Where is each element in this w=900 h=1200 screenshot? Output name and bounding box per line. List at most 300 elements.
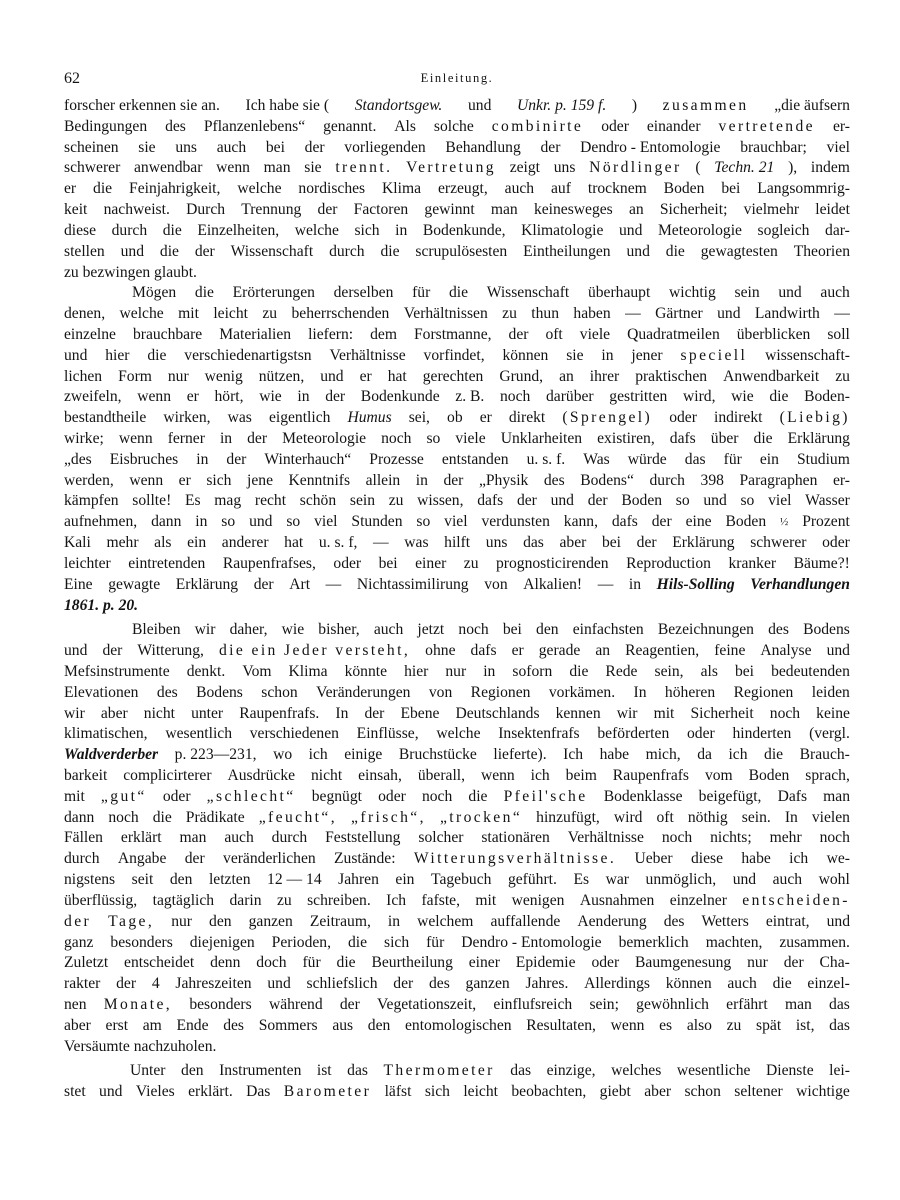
word: sprach, — [805, 767, 850, 784]
word: gewagte — [108, 575, 161, 593]
word: als — [154, 534, 172, 552]
word: Bedingungen — [64, 117, 148, 135]
text-line — [64, 891, 850, 912]
word: Ausdrücke — [227, 767, 296, 784]
word: kennen — [555, 704, 601, 722]
text-line — [64, 533, 850, 554]
word: mit — [653, 704, 675, 722]
word: hat — [284, 534, 304, 552]
word: ist, — [795, 1016, 815, 1034]
word: wenigen — [511, 891, 565, 909]
word: als — [700, 662, 718, 680]
word: praktischen — [635, 367, 708, 385]
word: sein — [349, 492, 375, 510]
word: ein — [759, 450, 779, 468]
word: wissenschaft- — [765, 346, 850, 364]
word: noch — [500, 388, 531, 406]
word: Raupenfrafs. — [239, 704, 320, 722]
word: viel — [444, 513, 468, 531]
word: auch — [373, 621, 404, 639]
word: an — [559, 367, 574, 385]
word: nur — [445, 662, 467, 680]
word: Boden — [663, 180, 705, 198]
word: — — [325, 575, 342, 593]
word: erzeugt, — [437, 180, 488, 198]
word: schwerer — [64, 159, 121, 177]
word: welche — [237, 180, 282, 198]
word: einzelner — [669, 891, 727, 909]
word: auch — [216, 138, 247, 156]
word: ), — [788, 159, 798, 177]
word: dar- — [825, 221, 850, 239]
word: Eintheilungen — [523, 242, 611, 260]
word: Dafs — [777, 787, 808, 805]
word: hat — [387, 367, 407, 385]
word: und — [64, 642, 88, 660]
word: wichtige — [796, 1083, 850, 1101]
word: spät — [756, 1016, 782, 1034]
word: Wissenschaft — [230, 242, 314, 260]
word: unmöglich, — [645, 871, 717, 889]
word: wenn — [610, 1016, 645, 1034]
word: des — [428, 975, 450, 993]
word: das — [829, 1016, 850, 1034]
word: dafs — [477, 492, 504, 510]
word: der — [540, 138, 561, 156]
text-line — [64, 325, 850, 346]
word: den — [209, 912, 232, 930]
text-line — [64, 221, 850, 242]
word: ich — [728, 746, 748, 764]
word: Zustände: — [334, 850, 396, 868]
text-line — [64, 1016, 850, 1037]
word: Mögen — [132, 284, 177, 302]
word: wenn — [480, 767, 515, 784]
word: und — [249, 513, 273, 531]
word: der — [325, 388, 346, 406]
word: und — [99, 1083, 123, 1101]
word: giebt — [599, 1083, 631, 1101]
word: auch — [224, 829, 254, 847]
word: Eine — [64, 575, 93, 593]
word: schreiben. — [307, 891, 371, 909]
word: Raupenfrafs — [612, 767, 689, 784]
word: Cha- — [819, 954, 850, 972]
word: Kenntnifs — [288, 471, 351, 489]
word: Winterhauch“ — [264, 450, 352, 468]
word: sich — [424, 1083, 450, 1101]
text-line — [64, 158, 850, 179]
word: leicht — [463, 1083, 498, 1101]
word: uns — [485, 534, 508, 552]
text-line — [64, 138, 850, 159]
word: sich — [354, 221, 380, 239]
word: Ausnahmen — [579, 891, 655, 909]
word: aber — [64, 1016, 91, 1034]
word: beförderten — [597, 725, 670, 743]
word: Witterung, — [137, 642, 204, 660]
word: Humus — [347, 409, 392, 427]
word: Jahreszeiten — [175, 975, 252, 993]
word: am — [142, 1016, 162, 1034]
word: Ich — [386, 891, 407, 909]
word: zusammen — [662, 97, 749, 114]
word: begnügt — [311, 787, 362, 805]
text-line — [64, 263, 850, 284]
word: Form — [118, 367, 152, 385]
word: hinderten — [732, 725, 792, 743]
text-line — [64, 450, 850, 471]
word: einander — [646, 117, 701, 135]
word: so — [221, 513, 236, 531]
word: man — [490, 201, 518, 219]
word: die — [162, 221, 182, 239]
word: die — [448, 284, 469, 302]
word: welche — [294, 221, 339, 239]
text-line — [64, 346, 850, 367]
word: der — [184, 850, 205, 868]
word: keit — [64, 201, 88, 219]
word: verdunsten — [481, 513, 550, 531]
word: Fällen — [64, 829, 103, 847]
word: durch — [64, 850, 100, 868]
word: erst — [105, 1016, 129, 1034]
word: man — [823, 787, 850, 805]
word: speciell — [680, 346, 748, 364]
page-header — [64, 70, 850, 90]
word: nützen, — [258, 367, 305, 385]
word: brauchbar; — [740, 138, 807, 156]
word: von — [484, 575, 508, 593]
word: die — [194, 284, 214, 302]
word: sein, — [654, 662, 684, 680]
text-line — [64, 179, 850, 200]
word: beim — [565, 767, 597, 784]
text-line — [64, 953, 850, 974]
word: des — [768, 621, 789, 639]
word: bemerklich — [618, 933, 689, 951]
word: Verhandlungen — [750, 575, 850, 593]
word: schon — [261, 683, 298, 701]
word: „die äufsern — [774, 97, 850, 114]
word: der — [636, 534, 657, 552]
word: Als — [394, 117, 416, 135]
word: bedeutenden — [771, 662, 850, 680]
word: In — [335, 704, 349, 722]
word: stet — [64, 1083, 86, 1101]
word: beherrschenden — [291, 305, 390, 323]
word: der — [317, 201, 338, 219]
word: auch — [820, 284, 850, 302]
word: aufnehmen, — [64, 513, 138, 531]
word: des — [165, 117, 186, 135]
word: in — [297, 388, 310, 406]
word: und — [626, 242, 650, 260]
word: Behandlung — [445, 138, 521, 156]
text-line — [64, 491, 850, 512]
word: vorkämen. — [548, 683, 616, 701]
word: er — [186, 388, 199, 406]
word: an — [595, 642, 611, 660]
word: Epidemie — [515, 954, 576, 972]
word: so — [426, 430, 441, 447]
word: Ueber — [634, 850, 673, 868]
word: genannt. — [323, 117, 377, 135]
word: ob — [447, 409, 463, 427]
word: Dendro - Entomologie — [580, 138, 721, 156]
word: durch — [111, 221, 148, 239]
word: jene — [247, 471, 273, 489]
word: und — [120, 242, 144, 260]
word: entstanden — [441, 450, 509, 468]
word: denn — [210, 954, 241, 972]
word: jener — [631, 346, 663, 364]
word: nigstens — [64, 871, 116, 889]
word: Quadratmeilen — [627, 325, 720, 343]
word: oder — [378, 787, 406, 805]
word: Regionen — [733, 683, 794, 701]
word: wenig — [204, 367, 243, 385]
word: Studium — [796, 450, 850, 468]
word: schön — [299, 492, 337, 510]
word: dann — [151, 513, 182, 531]
word: Baumgenesung — [635, 954, 732, 972]
word: erklärt. — [188, 1083, 233, 1101]
word: und — [267, 975, 291, 993]
word: oder — [601, 117, 629, 135]
word: Klima — [288, 662, 328, 680]
word: in — [395, 221, 408, 239]
text-line — [64, 745, 850, 766]
word: die — [152, 808, 172, 826]
word: noch — [421, 787, 453, 805]
word: und — [320, 367, 344, 385]
word: der — [339, 995, 360, 1013]
word: an — [628, 201, 644, 219]
word: einfachsten — [572, 621, 644, 639]
word: Gärtner — [655, 305, 703, 323]
word: z. B. — [455, 388, 485, 406]
word: Tage, — [108, 912, 155, 930]
word: einige — [344, 746, 383, 764]
word: 12 — 14 — [267, 871, 322, 889]
word: viel — [768, 492, 792, 510]
word: und — [618, 221, 643, 239]
word: zu — [388, 492, 404, 510]
word: bei — [265, 138, 285, 156]
word: oder — [162, 787, 191, 805]
word: tagtäglich — [152, 891, 215, 909]
word: wichtig — [669, 284, 716, 302]
word: werden, — [64, 471, 114, 489]
word: Grund, — [499, 367, 544, 385]
word: Einflüsse, — [356, 725, 419, 743]
word: derselben — [333, 284, 394, 302]
text-line — [64, 620, 850, 641]
word: seltener — [734, 1083, 783, 1101]
text-line — [64, 554, 850, 575]
word: des — [663, 912, 685, 930]
word: er — [479, 409, 492, 427]
word: oder — [686, 725, 715, 743]
word: er — [511, 642, 524, 660]
word: hört, — [214, 388, 244, 406]
word: wir — [64, 704, 85, 722]
text-line — [64, 974, 850, 995]
word: aber — [100, 704, 128, 722]
word: einflufsreich — [493, 995, 573, 1013]
word: wir — [194, 621, 216, 639]
word: ich — [789, 850, 809, 868]
word: nur — [167, 367, 189, 385]
word: Thermometer — [383, 1062, 495, 1080]
word: schliefslich — [306, 975, 378, 993]
word: könnte — [344, 662, 388, 680]
word: Eisbruches — [109, 450, 179, 468]
word: Angabe — [117, 850, 167, 868]
text-line — [64, 242, 850, 263]
running-head: Einleitung. — [420, 71, 494, 85]
word: u. s. f, — [318, 534, 358, 552]
word: wenn — [216, 159, 250, 177]
word: auffallende — [490, 912, 561, 930]
word: nichts; — [710, 829, 752, 847]
word: liefern: — [308, 325, 354, 343]
word: hinzufügt, — [536, 808, 600, 826]
word: doch — [256, 954, 287, 972]
word: Hils-Solling — [656, 575, 735, 593]
word: über — [710, 430, 739, 447]
word: war — [605, 871, 629, 889]
word: Zeitraum, — [309, 912, 371, 930]
word: Bleiben — [132, 621, 181, 639]
word: anderer — [221, 534, 269, 552]
word: Bodens — [803, 621, 850, 639]
word: Meteorologie — [282, 430, 367, 447]
word: ferner — [167, 430, 205, 447]
word: Unkr. p. 159 f. — [516, 97, 607, 114]
word: erfährt — [726, 995, 768, 1013]
word: mit — [178, 305, 199, 323]
word: wenn — [137, 388, 172, 406]
word: in — [483, 662, 496, 680]
word: da — [697, 746, 712, 764]
word: nöthig — [687, 808, 728, 826]
word: der — [226, 450, 247, 468]
word: das — [684, 450, 706, 468]
word: die — [93, 180, 113, 198]
word: und — [703, 492, 727, 510]
word: Landwirth — [754, 305, 820, 323]
word: lieferte). — [493, 746, 547, 764]
word: der — [443, 471, 464, 489]
word: daher, — [229, 621, 268, 639]
word: den — [536, 621, 559, 639]
word: nen — [64, 995, 87, 1013]
word: seit — [131, 871, 154, 889]
word: entscheiden- — [742, 891, 850, 909]
word: Regionen — [470, 683, 531, 701]
word: geführt. — [507, 871, 557, 889]
word: entomologischen — [405, 1016, 512, 1034]
word: sollte! — [132, 492, 172, 510]
word: für — [412, 284, 431, 302]
word: bisher, — [318, 621, 360, 639]
text-line — [64, 283, 850, 304]
word: p. 223—231, — [174, 746, 257, 764]
word: noch — [458, 621, 489, 639]
word: sei, — [408, 409, 430, 427]
word: scheinen — [64, 138, 119, 156]
word: Nichtassimilirung — [356, 575, 469, 593]
word: in — [387, 912, 401, 930]
word: Durch — [186, 201, 226, 219]
word: vom — [704, 767, 733, 784]
word: den — [169, 871, 193, 889]
word: die — [147, 346, 167, 364]
word: das — [523, 534, 544, 552]
word: und — [64, 346, 88, 364]
word: ich — [530, 767, 550, 784]
word: anwendbar — [134, 159, 203, 177]
word: noch — [661, 829, 693, 847]
word: überblicken — [736, 325, 811, 343]
word: „feucht“, — [258, 808, 338, 826]
word: und — [732, 871, 757, 889]
word: vorfindet, — [423, 346, 485, 364]
word: Allerdings — [584, 975, 650, 993]
word: Prozent — [802, 513, 850, 531]
word: auf — [551, 180, 571, 198]
word: Unter — [130, 1062, 166, 1080]
text-line — [64, 1037, 850, 1058]
word: Veränderungen — [316, 683, 411, 701]
word: diese — [64, 221, 97, 239]
word: auch — [727, 975, 757, 993]
word: Erklärung — [175, 575, 239, 593]
word: Boden — [748, 767, 790, 784]
word: Bodenkunde, — [422, 221, 506, 239]
word: indem — [810, 159, 850, 177]
word: wirken, — [163, 409, 211, 427]
word: höheren — [664, 683, 716, 701]
word: während — [268, 995, 323, 1013]
word: eigentlich — [268, 409, 331, 427]
text-line — [64, 367, 850, 388]
word: man — [784, 995, 812, 1013]
text-line — [64, 575, 850, 596]
word: so — [740, 492, 755, 510]
word: einzel- — [807, 975, 850, 993]
word: Wissenschaft — [486, 284, 570, 302]
word: indirekt — [713, 409, 763, 427]
word: Verhältnisse — [567, 829, 644, 847]
word: Materialien — [219, 325, 292, 343]
word: keine — [816, 704, 850, 722]
word: sogleich — [757, 221, 810, 239]
text-line — [64, 512, 850, 533]
word: „frisch“, — [351, 808, 426, 826]
word: Sommers — [258, 1016, 318, 1034]
word: Ich habe sie ( — [245, 97, 330, 114]
word: Resultaten, — [526, 1016, 596, 1034]
word: die — [772, 975, 792, 993]
word: wenn — [118, 430, 153, 447]
word: aus — [332, 1016, 354, 1034]
word: existiren, — [597, 430, 655, 447]
word: in — [219, 430, 233, 447]
word: besonders — [110, 933, 173, 951]
